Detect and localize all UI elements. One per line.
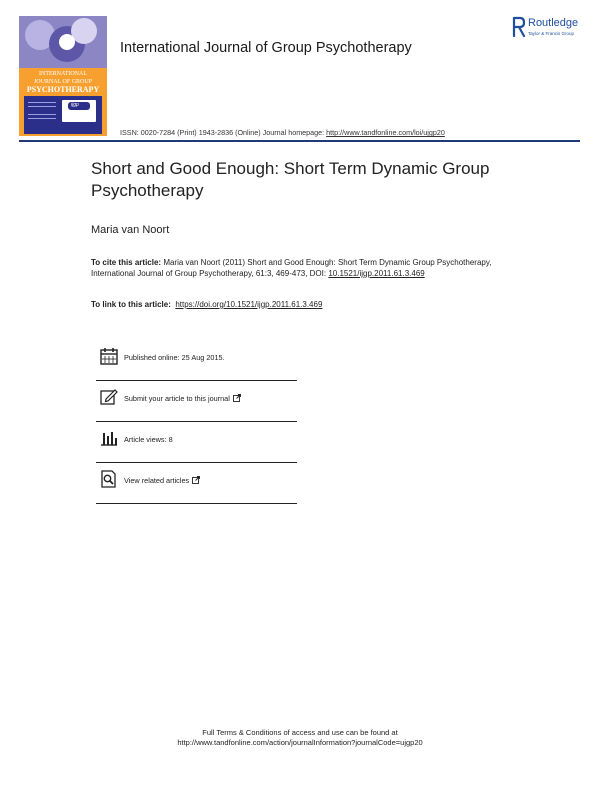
footer [0, 728, 600, 748]
publisher-name: Routledge [528, 17, 579, 29]
routledge-r-icon [512, 16, 526, 38]
submit-article-label: Submit your article to this journal [124, 394, 230, 403]
journal-homepage-link[interactable]: http://www.tandfonline.com/loi/ujgp20 [326, 128, 445, 137]
journal-title[interactable]: International Journal of Group Psychotherapy [120, 40, 412, 56]
link-label: To link to this article: [91, 300, 171, 309]
views-row [96, 429, 297, 469]
info-separator [96, 421, 297, 422]
info-separator [96, 462, 297, 463]
publisher-logo[interactable] [512, 16, 592, 40]
header-divider [19, 140, 580, 142]
issn-line [120, 128, 445, 137]
related-articles-link[interactable] [124, 476, 200, 485]
cover-badge: ijgp [71, 102, 79, 108]
article-title: Short and Good Enough: Short Term Dynamic Group Psychotherapy [91, 159, 490, 200]
author-name: Maria van Noort [91, 224, 170, 236]
citation-text: Maria van Noort (2011) Short and Good Enough: Short Term Dynamic Group Psychotherapy, International Journal of Group Psychotherapy, 61:3, 469-473, DOI: [91, 258, 492, 278]
cover-title [19, 68, 107, 94]
cover-title-line2: JOURNAL OF GROUP [33, 79, 93, 85]
cover-title-line1: INTERNATIONAL [39, 71, 87, 77]
published-row [96, 347, 297, 387]
info-separator [96, 380, 297, 381]
article-doi-link[interactable]: https://doi.org/10.1521/ijgp.2011.61.3.469 [175, 300, 323, 309]
footer-terms-link[interactable]: http://www.tandfonline.com/action/journalInformation?journalCode=ujgp20 [177, 738, 423, 747]
cover-panel [24, 96, 102, 134]
issn-text: ISSN: 0020-7284 (Print) 1943-2836 (Online) Journal homepage: [120, 128, 327, 137]
edit-icon [100, 388, 118, 406]
bar-chart-icon [100, 429, 118, 447]
cover-title-line3: PSYCHOTHERAPY [26, 85, 100, 94]
journal-cover-image [19, 16, 107, 136]
calendar-icon [100, 347, 118, 365]
footer-terms-text: Full Terms & Conditions of access and use can be found at [202, 728, 398, 737]
citation-doi-link[interactable]: 10.1521/ijgp.2011.61.3.469 [328, 269, 425, 278]
info-separator [96, 503, 297, 504]
article-views: Article views: 8 [124, 435, 173, 444]
search-document-icon [100, 470, 118, 488]
related-articles-label: View related articles [124, 476, 190, 485]
published-date: Published online: 25 Aug 2015. [124, 353, 225, 362]
cover-artwork [19, 16, 107, 68]
citation-block [91, 257, 511, 279]
publisher-tagline: Taylor & Francis Group [528, 31, 575, 36]
external-link-icon [192, 476, 200, 484]
submit-row[interactable] [96, 388, 297, 428]
external-link-icon [233, 394, 241, 402]
related-row[interactable] [96, 470, 297, 510]
submit-article-link[interactable] [124, 394, 241, 403]
citation-label: To cite this article: [91, 258, 162, 267]
article-link-line [91, 300, 322, 309]
